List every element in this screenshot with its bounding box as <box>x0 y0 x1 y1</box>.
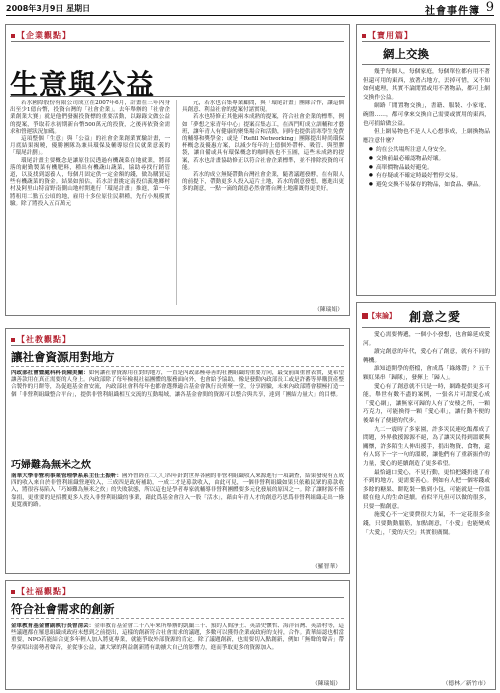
article-body <box>11 623 344 681</box>
section-tag: 【社福觀點】 <box>11 586 71 597</box>
divider <box>362 41 490 42</box>
section-title: 社會事件簿 <box>425 6 480 17</box>
column-divider <box>176 100 177 305</box>
article-column-right <box>182 100 344 300</box>
paragraph: 若水也特修正其他兩本成熟的提案，符合社會企業的標準，例如「夢想之家青年中心」提案召集志工，在西門町成立訓輔和才藝班，讓年青人有健康的聚集場合和活動，同時也提供清寒學生免費的輔導和獎學金；或是「Refill Networking」團隊提出時尚環保杯概念及優惠方案，以減少每年約上億個外帶杯、吸管、與塑膠袋，讓自備或具有環保概念的咖啡族也不玉圖，這些未成熟的提案，若水也計畫協助修正以符合社會企業標準，並不排除投資的可能。 <box>182 114 344 171</box>
page-number: 9 <box>485 0 494 15</box>
paragraph: 愛心有了創意就不只是一時，網路提供更多可能，舉世有數不盡的案例，一張名片可謂愛心成「愛心網」，讓無家可歸的人有了安棲之所，一顆巧克力，可能換得一顆「愛心車」，讓行動不便的後輩有了便捷的代步。 <box>363 383 490 424</box>
paragraph: 元，若水也召集專業顧問，與「環尾計畫」團隊合作，讓這個具創意、利益社會的提案付諸實現。 <box>182 100 344 114</box>
divider <box>11 345 344 346</box>
paragraph: 環尾計畫主要概念是讓原住民透過有機蔬菜在地就業，將部落的耐勤製菜有機肥料，種出有機蔬山蔬菜，協助尋找行銷管道，以及找到認養人，每個月固定供一定金額的錢，做為購買這些有機蔬菜的資金。結果如預估，若水計畫挑定南投信義地鄉村村及阿里山特富野南側山地村開進行「環尾計畫」推進，第一年將租用二點五公頃的地，雇用十多位原住民耕種，先行小規模實驗。除了將投入五百萬元 <box>10 157 170 207</box>
byline: （德林／新竹市） <box>442 681 489 687</box>
article-body <box>363 331 490 675</box>
divider <box>11 597 344 598</box>
issue-date: 2008年3月9日 星期日 <box>6 4 91 13</box>
list-item: ● 避免交換不易保存的物品，如食品、藥品。 <box>369 181 490 190</box>
paragraph: 誰知道開學的搭檔，會成爲「綠緣帶」？五千顆紅果串「歸隊」，發揮上「歸人」。 <box>363 366 490 381</box>
byline: （陳瑞娟） <box>312 681 341 687</box>
section-tag: 【社教觀點】 <box>11 334 71 345</box>
article-title: 創意之愛 <box>409 310 462 324</box>
paragraph: 如何讓社會資源用在對的地方，一直是內政部極尋善的社團組織的重要方向，最受前面重會表實，更希望讓善款用在真正需要的人身上。內政部除了每年檢視社福團體的服務面向外，也會給予協助，像是發動內政部長工或是許蕃等界購買產整合製作的月餅等，為促進基金會安流，內政部社會科每年也都會選擇適合基金會執行長齊聚一堂，分享經驗，未來內政部將會積極打造一個「非營利組織整合平台」，提供非營利組織相互交流的互動場域，讓各基金會間的資源可以整合與共享，達到「團結力量大」的目標。 <box>11 370 344 398</box>
list-item: ● 高單價物品最好避免。 <box>369 164 490 173</box>
divider <box>11 618 344 619</box>
section-tag-label: 企業觀點 <box>26 31 62 40</box>
article-body <box>363 68 490 189</box>
bullet-icon <box>11 34 15 38</box>
tips-list <box>363 146 490 189</box>
paragraph: 金車教育基金會二十八年來所舉辦的凱蘭三十、預約人間淨土、英語史懷哲、海洋台灣、英語村等，這些議題都在罹患組織成政府末想到之前提出，這樣的創新符合社會需求的議題，多數可以獲得企業或政府的支持，合作。黃華結認也相當重要，NPO若能結合更多年輕人加入將更專業，就能爭取外部資源的肯定。除了議題創新，也需要切入點創新，例如「無聲的聲音」帶學童唱出弱勢者聲音，並從事公益，讓大眾的利益創新將有助擴大自己的影響力，進而爭取更多的資源加入。 <box>11 623 344 651</box>
square-icon <box>362 313 368 319</box>
paragraph: 若水國際股份有限公司成立在2007年6月，計畫在三年內身出至少1億台幣，投資台灣的「社會企業」。去年舉辦的「社會企業創業大賽」就是他們發掘投資標的重要活動，以錄錄文做公益的提案，爭取若水初期新台幣500萬元的投資，之後再依資金需求和營運狀況加碼。 <box>10 100 170 135</box>
section-tag-label: 寶用篇 <box>377 31 404 40</box>
paragraph: 網路「閒置物交換」，書籍、服裝、小家電、碗盤……，都可拿來交換自己需要或實用的東西，也可捐給做公益。 <box>363 103 490 127</box>
paragraph: 讀完創意的年代，愛心有了創意，就有不同的轉機。 <box>363 349 490 364</box>
article-body <box>11 473 344 557</box>
list-item: ● 有存疑或不確定時最好暫停交易。 <box>369 172 490 181</box>
list-item: ● 交換前最必確認物品好壞。 <box>369 155 490 164</box>
npo-article-2 <box>5 580 350 690</box>
paragraph: 若水的成立無疑帶動台灣社會企業，隨著議題發酵，在有限人的前提下，帶動更多人投入這片土地，若水的創意發想，應進出更多的創意，一點一滴的創意必然會將台灣土地灌溉得更美好。 <box>182 172 344 193</box>
section-heading: 巧婦難為無米之炊 <box>11 460 91 471</box>
bullet-icon <box>11 590 15 594</box>
article-column-left <box>10 100 170 303</box>
paragraph: 這項整個「生意」與「公益」的社會企業創業實驗計畫，一月底結果揭曉，優勝團隊為兼具環保及輔導原住民就業意義的「環尾計劃」。 <box>10 136 170 157</box>
paragraph: 但上網易物也不是人人心想事成，上網換物品應注意什麼？ <box>363 129 490 144</box>
paragraph: 愛心需要傳遞，一個小小發想，也會綿延成愛河。 <box>363 332 490 347</box>
paragraph: 最恰適口愛心，不見行動，更怕把錢扔進了看不到的地方，更需要善心。例如有人把一個零錢或多餘的糖果、餅乾裝一點到小包，可能就是一份溫暖在他人的生命延續。看似平凡但可以做的很多，只要一點創意。 <box>363 469 490 510</box>
section-tag: 【來論】 <box>362 311 396 321</box>
paragraph: 幾乎每個人，每個家庭，每個單位都有用不著但還可用的東西，放著占地方，丟掉可惜，又不知如何處理，其實不論閒置或用不著物品，都可上網交換作公益。 <box>363 69 490 101</box>
speaker-name: 內政部社會暨處科科長陳美蘭： <box>11 370 89 376</box>
divider <box>362 64 490 65</box>
section-tag-label: 來論 <box>375 312 389 320</box>
speaker-name: 南華大學非營利事業管理學系系主任王振軒： <box>11 473 122 479</box>
list-item: ● 約在公共場所注意人身安全。 <box>369 146 490 155</box>
section-tag-label: 社福觀點 <box>26 587 62 596</box>
paragraph: 九二一震時了多家園，許多災民連吃飯都成了問題，外界救援源源不絕，為了讓災民得到溫暖與關懷，許多陌生人伸出援手，捐出物資、食物，還有人寫下一字一句的溫暖，讓他們有了重新振作的力量，愛心的延續創造了更多希望。 <box>363 426 490 467</box>
exchange-article <box>356 24 496 296</box>
divider <box>11 41 344 42</box>
article-title: 讓社會資源用對地方 <box>11 350 115 364</box>
page-header <box>6 0 494 17</box>
bullet-icon <box>362 34 366 38</box>
byline: （陳瑞娟） <box>314 307 343 313</box>
article-title: 符合社會需求的創新 <box>11 602 115 616</box>
bullet-icon <box>11 338 15 342</box>
divider <box>11 366 344 367</box>
section-tag: 【企業觀點】 <box>11 30 71 41</box>
divider <box>10 96 345 97</box>
section-tag: 【寶用篇】 <box>362 30 413 41</box>
speaker-name: 金車教育基金會副執行長曾清芸： <box>11 623 95 629</box>
section-tag-label: 社教觀點 <box>26 335 62 344</box>
article-title: 網上交換 <box>383 47 429 61</box>
opinion-column <box>356 302 496 690</box>
paragraph: 國外曾經在二〇〇四年針對世界各國的非營利組織收入來源進行一項調查，結果發現有五成四的收入來自於非營利組織營運收入，三成四是政府補助，一成二才是募款收入，由此可見，一個非營利組織如果只依賴民眾的募款收入，將很容易陷入「巧婦難為無米之炊」的失敗狀態，所以這也是學者專家就輔導非營利團體要多元化發展的原因之一。除了讓財源不僅靠捐，更重要的是招攬更多人投入非營利組織的事業，藉此爲基金會注入一股「活水」，藉由年青人才的創意巧思爲非營利組織走出一條更寬廣的路。 <box>11 473 344 508</box>
byline: （羅智華） <box>312 564 341 570</box>
npo-article-1 <box>5 328 350 574</box>
paragraph: 施愛心不一定要費很大力氣，不一定花很多金錢，只要動動腦筋，加點創意，「小愛」也能變成「大愛」，「愛的天空」其實很廣闊。 <box>363 512 490 536</box>
article-body <box>11 370 344 452</box>
divider <box>362 327 490 328</box>
article-title: 生意與公益 <box>10 68 156 101</box>
